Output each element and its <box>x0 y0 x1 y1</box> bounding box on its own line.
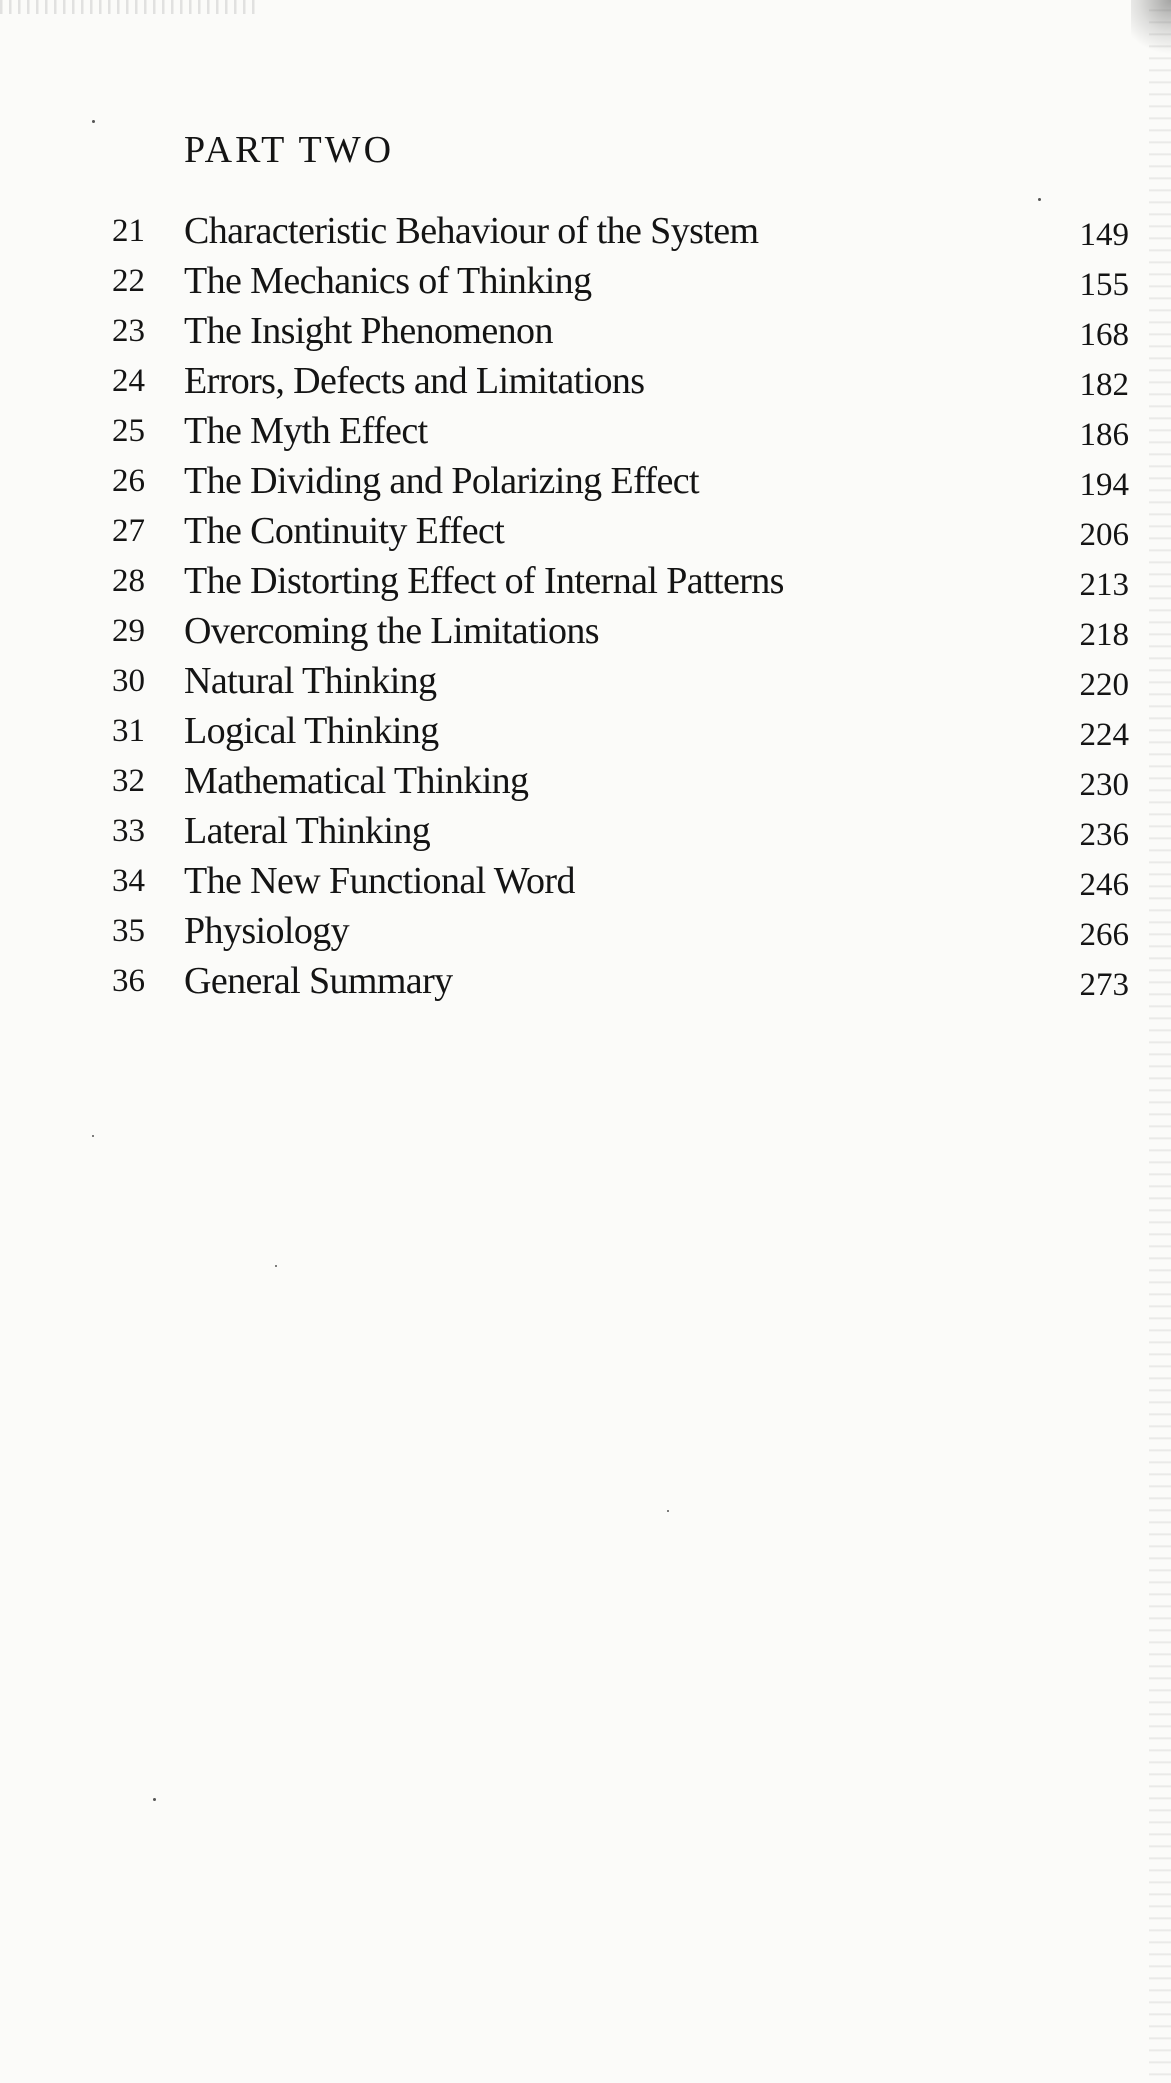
page-number: 168 <box>1079 317 1129 353</box>
scan-speck <box>1038 198 1041 201</box>
chapter-number: 27 <box>112 513 145 549</box>
chapter-title: Overcoming the Limitations <box>184 610 599 652</box>
chapter-title: Lateral Thinking <box>184 810 431 852</box>
chapter-title: The Distorting Effect of Internal Patterns <box>184 560 784 602</box>
toc-entry <box>0 805 1171 855</box>
toc-entry <box>0 355 1171 405</box>
chapter-title: The Continuity Effect <box>184 510 505 552</box>
chapter-title: The Myth Effect <box>184 410 428 452</box>
page-number: 194 <box>1079 467 1129 503</box>
toc-entry <box>0 205 1171 255</box>
scan-speck <box>92 120 95 123</box>
page-number: 218 <box>1079 617 1129 653</box>
page-number: 220 <box>1079 667 1129 703</box>
chapter-number: 35 <box>112 913 145 949</box>
toc-entry <box>0 755 1171 805</box>
chapter-title: The Insight Phenomenon <box>184 310 553 352</box>
chapter-title: Errors, Defects and Limitations <box>184 360 645 402</box>
table-of-contents <box>0 205 1171 1005</box>
chapter-number: 30 <box>112 663 145 699</box>
page-number: 182 <box>1079 367 1129 403</box>
chapter-number: 36 <box>112 963 145 999</box>
chapter-number: 26 <box>112 463 145 499</box>
scan-speck <box>92 1135 94 1137</box>
scan-speck <box>667 1510 669 1512</box>
chapter-number: 24 <box>112 363 145 399</box>
chapter-title: Characteristic Behaviour of the System <box>184 210 759 252</box>
part-heading: PART TWO <box>184 129 395 171</box>
page-number: 213 <box>1079 567 1129 603</box>
toc-entry <box>0 405 1171 455</box>
chapter-title: Mathematical Thinking <box>184 760 529 802</box>
chapter-number: 25 <box>112 413 145 449</box>
scan-edge-top <box>0 0 260 14</box>
toc-entry <box>0 855 1171 905</box>
toc-entry <box>0 505 1171 555</box>
chapter-number: 32 <box>112 763 145 799</box>
page-number: 266 <box>1079 917 1129 953</box>
page-number: 236 <box>1079 817 1129 853</box>
toc-entry <box>0 955 1171 1005</box>
chapter-number: 22 <box>112 263 145 299</box>
page-number: 186 <box>1079 417 1129 453</box>
toc-entry <box>0 655 1171 705</box>
page-number: 273 <box>1079 967 1129 1003</box>
chapter-title: The Mechanics of Thinking <box>184 260 592 302</box>
chapter-title: Natural Thinking <box>184 660 437 702</box>
page-number: 224 <box>1079 717 1129 753</box>
scan-speck <box>153 1798 156 1801</box>
toc-entry <box>0 705 1171 755</box>
chapter-number: 34 <box>112 863 145 899</box>
toc-entry <box>0 305 1171 355</box>
page-number: 246 <box>1079 867 1129 903</box>
toc-entry <box>0 455 1171 505</box>
chapter-number: 23 <box>112 313 145 349</box>
chapter-title: General Summary <box>184 960 453 1002</box>
page-number: 230 <box>1079 767 1129 803</box>
toc-entry <box>0 605 1171 655</box>
toc-entry <box>0 555 1171 605</box>
page-number: 155 <box>1079 267 1129 303</box>
chapter-title: The Dividing and Polarizing Effect <box>184 460 699 502</box>
chapter-title: Physiology <box>184 910 350 952</box>
chapter-number: 28 <box>112 563 145 599</box>
toc-entry <box>0 255 1171 305</box>
chapter-number: 33 <box>112 813 145 849</box>
chapter-number: 21 <box>112 213 145 249</box>
chapter-number: 31 <box>112 713 145 749</box>
page-number: 206 <box>1079 517 1129 553</box>
toc-entry <box>0 905 1171 955</box>
scan-speck <box>275 1265 277 1267</box>
page-number: 149 <box>1079 217 1129 253</box>
chapter-number: 29 <box>112 613 145 649</box>
chapter-title: Logical Thinking <box>184 710 439 752</box>
chapter-title: The New Functional Word <box>184 860 575 902</box>
